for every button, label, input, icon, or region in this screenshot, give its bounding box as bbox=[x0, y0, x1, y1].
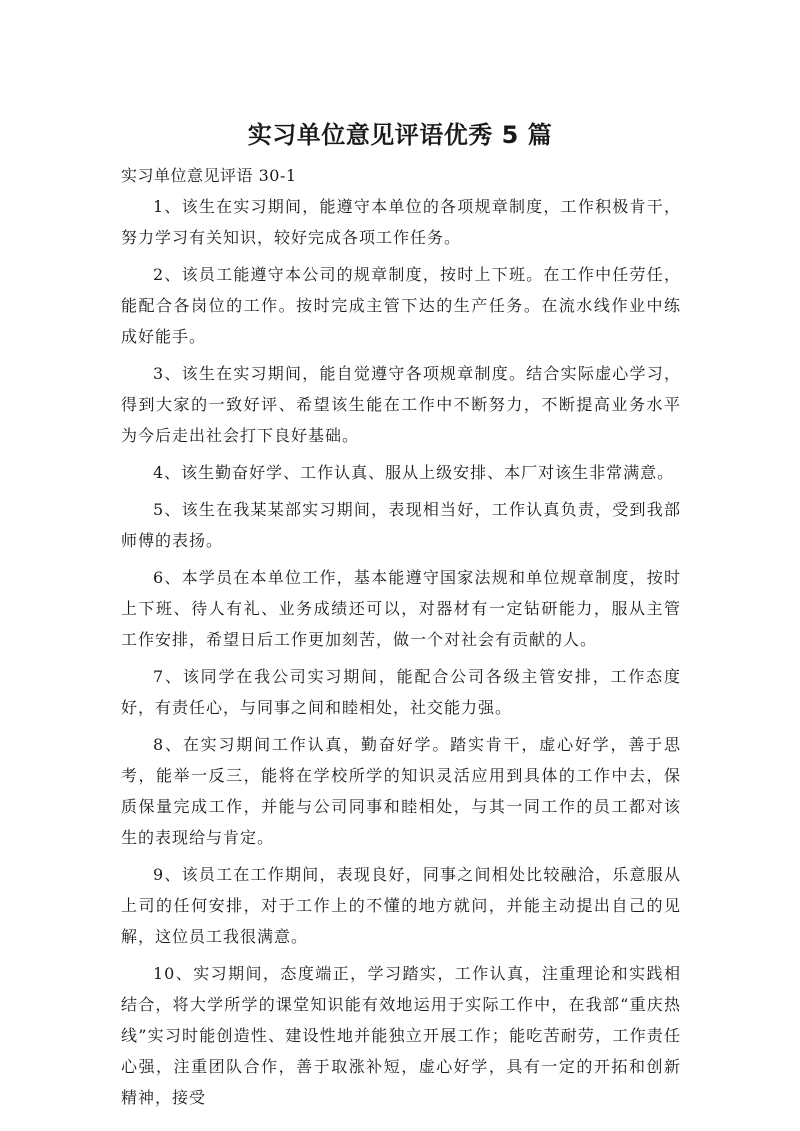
paragraph-5: 5、该生在我某某部实习期间，表现相当好，工作认真负责，受到我部师傅的表扬。 bbox=[121, 500, 681, 550]
paragraph-2: 2、该员工能遵守本公司的规章制度，按时上下班。在工作中任劳任，能配合各岗位的工作。按时完成主管下达的生产任务。在流水线作业中练成好能手。 bbox=[121, 265, 681, 346]
paragraph-10: 10、实习期间，态度端正，学习踏实，工作认真，注重理论和实践相结合，将大学所学的课堂知识能有效地运用于实际工作中，在我部“重庆热线”实习时能创造性、建设性地并能独立开展工作；能吃苦耐劳，工作责任心强，注重团队合作，善于取涨补短，虚心好学，具有一定的开拓和创新精神，接受 bbox=[121, 964, 681, 1107]
paragraph-7: 7、该同学在我公司实习期间，能配合公司各级主管安排，工作态度好，有责任心，与同事之间和睦相处，社交能力强。 bbox=[121, 667, 681, 717]
paragraph-6: 6、本学员在本单位工作，基本能遵守国家法规和单位规章制度，按时上下班、待人有礼、业务成绩还可以，对器材有一定钻研能力，服从主管工作安排，希望日后工作更加刻苦，做一个对社会有贡献的人。 bbox=[121, 568, 681, 649]
paragraph-1: 1、该生在实习期间，能遵守本单位的各项规章制度，工作积极肯干，努力学习有关知识，较好完成各项工作任务。 bbox=[121, 197, 681, 247]
paragraph-8: 8、在实习期间工作认真，勤奋好学。踏实肯干，虚心好学，善于思考，能举一反三，能将在学校所学的知识灵活应用到具体的工作中去，保质保量完成工作，并能与公司同事和睦相处，与其一同工作的员工都对该生的表现给与肯定。 bbox=[121, 735, 681, 847]
paragraph-4: 4、该生勤奋好学、工作认真、服从上级安排、本厂对该生非常满意。 bbox=[153, 463, 675, 482]
paragraph-9: 9、该员工在工作期间，表现良好，同事之间相处比较融洽，乐意服从上司的任何安排，对于工作上的不懂的地方就问，并能主动提出自己的见解，这位员工我很满意。 bbox=[121, 865, 681, 946]
paragraph-3: 3、该生在实习期间，能自觉遵守各项规章制度。结合实际虚心学习，得到大家的一致好评、希望该生能在工作中不断努力，不断提高业务水平为今后走出社会打下良好基础。 bbox=[121, 364, 681, 445]
document-subtitle: 实习单位意见评语 30-1 bbox=[121, 166, 297, 185]
document-title: 实习单位意见评语优秀 5 篇 bbox=[247, 121, 553, 149]
document-body bbox=[121, 191, 681, 1119]
